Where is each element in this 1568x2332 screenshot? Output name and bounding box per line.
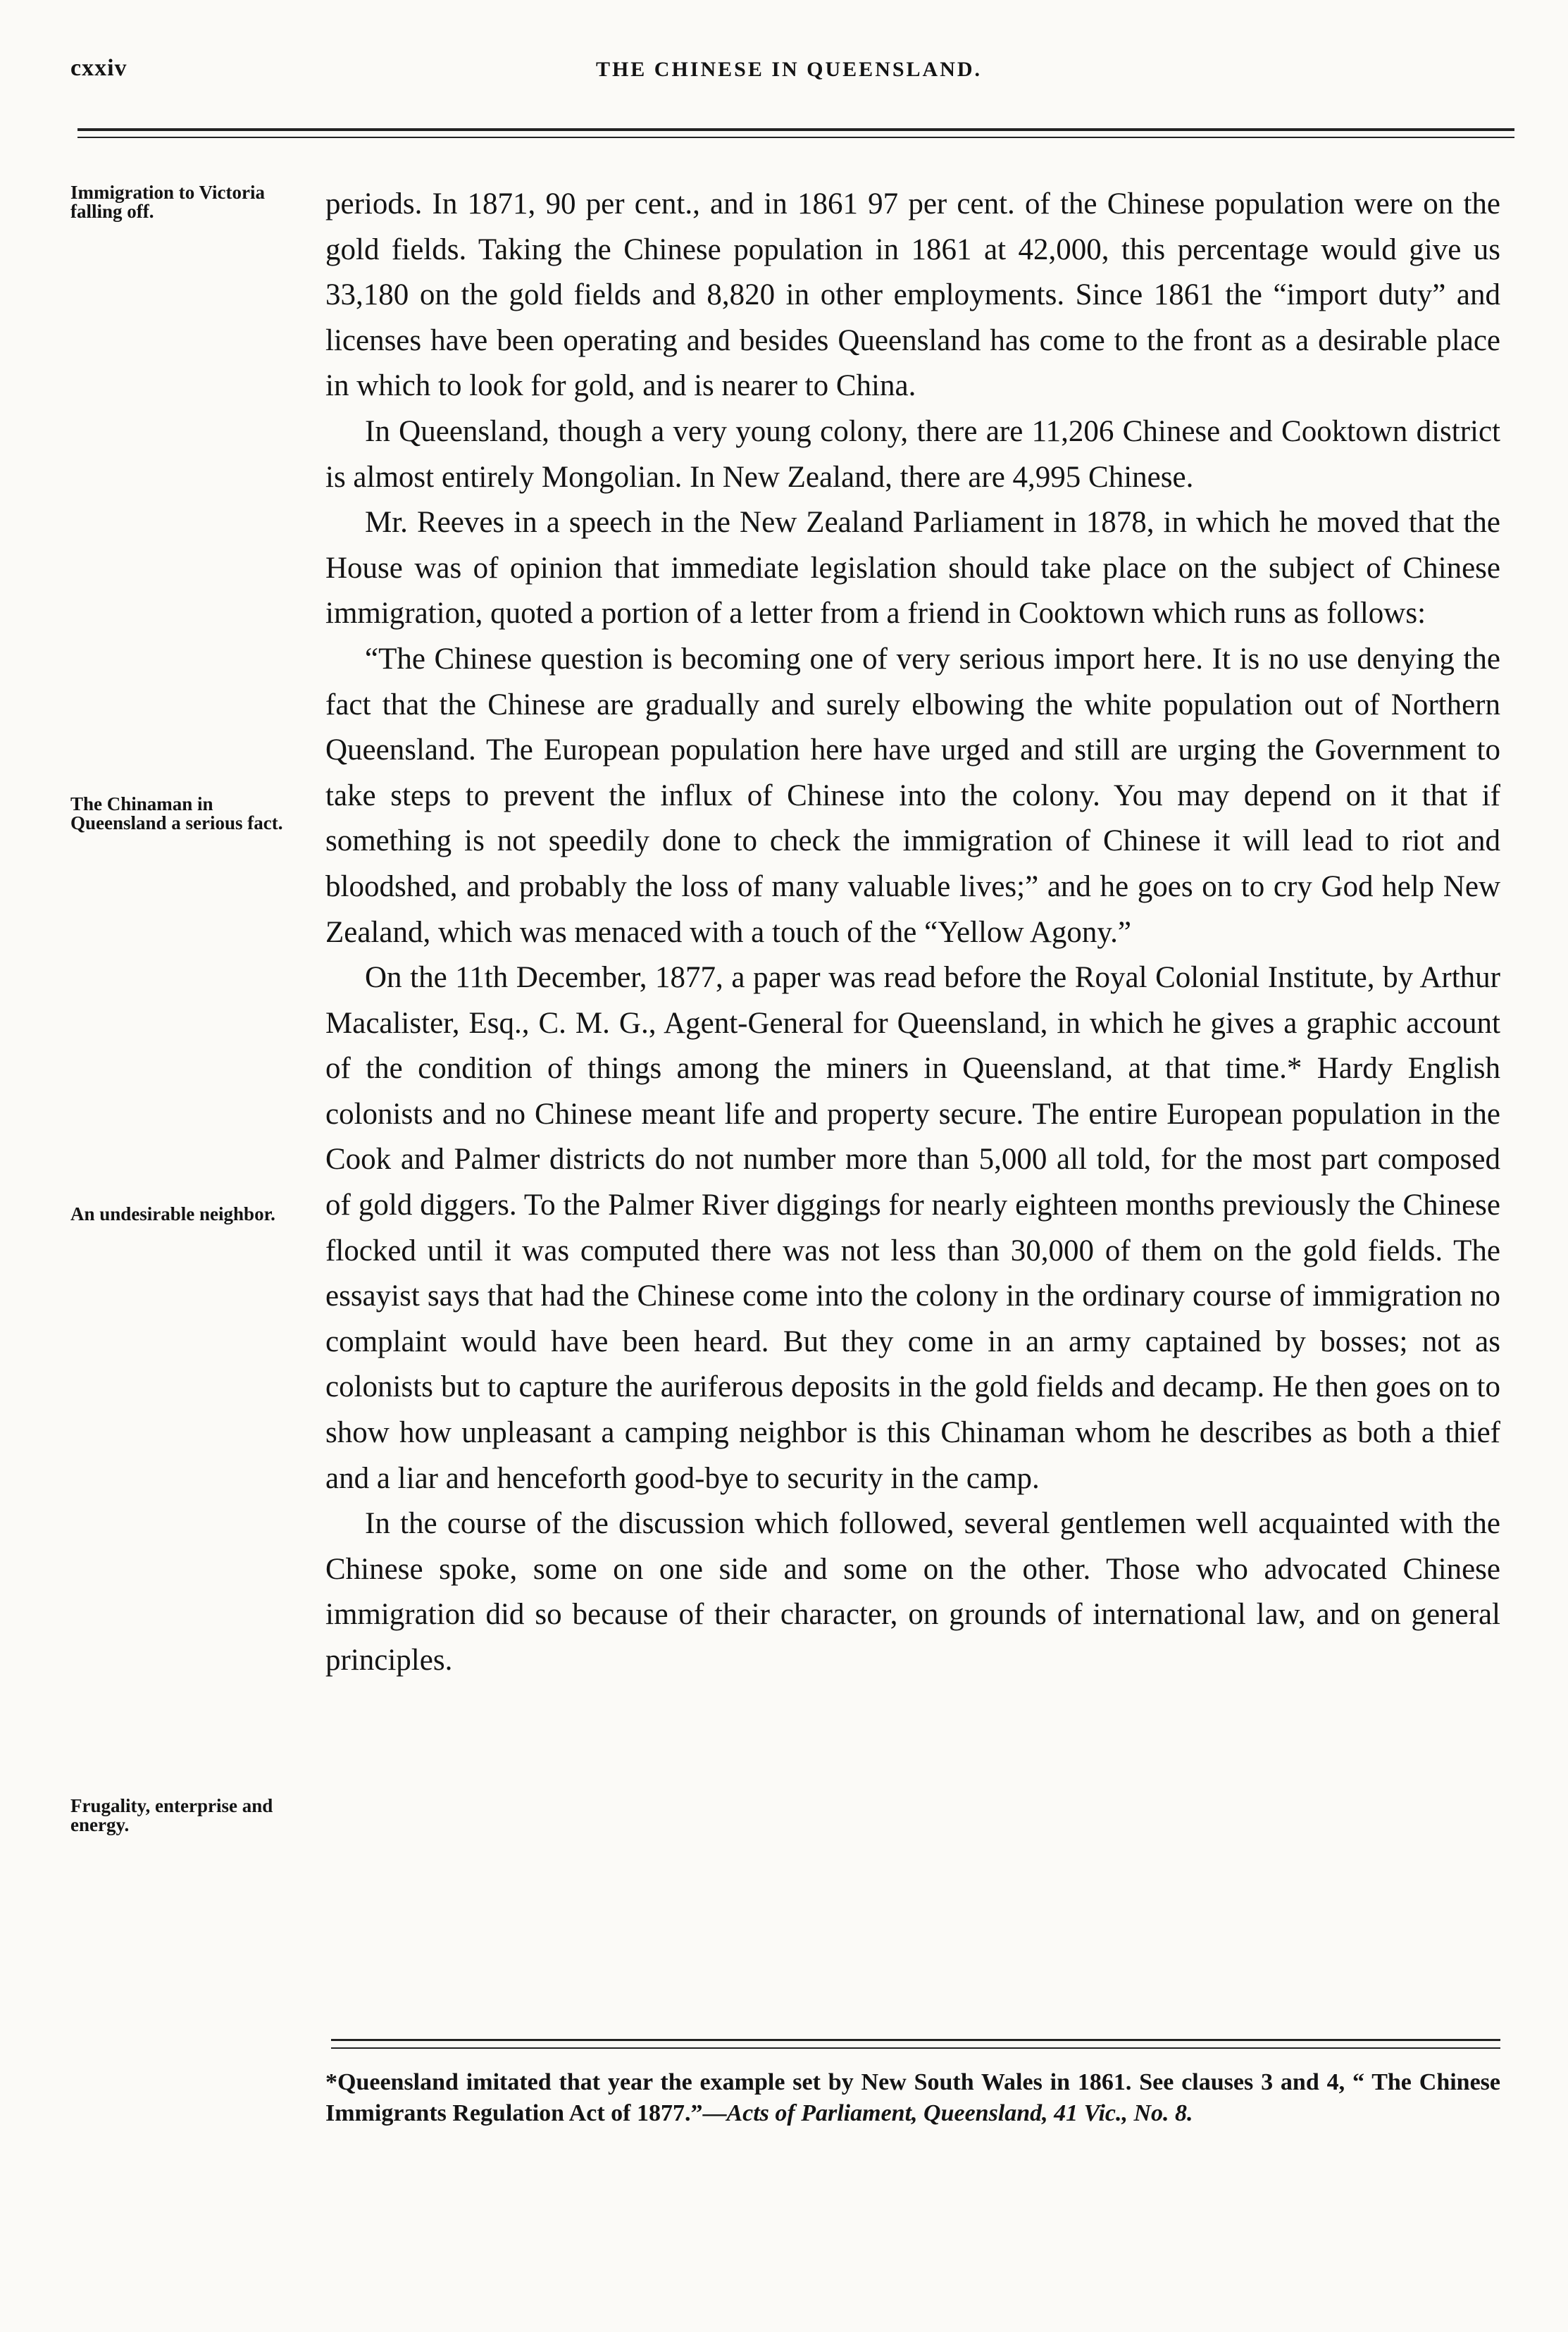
- paragraph-3: Mr. Reeves in a speech in the New Zealand Parliament in 1878, in which he moved that the House was of opinion that immediate legislation should take place on the subject of Chinese immigration, quoted a portion of a letter from a friend in Cooktown which runs as follows:: [325, 506, 1500, 631]
- main-text: [325, 182, 1500, 1684]
- page-header: [70, 55, 1507, 97]
- footnote-rule-top: [331, 2039, 1500, 2041]
- paragraph-4: “The Chinese question is becoming one of very serious import here. It is no use denying the fact that the Chinese are gradually and surely elbowing the white population out of Northern Queensland. The European population here have urged and still are urging the Government to take steps to prevent the influx of Chinese into the colony. You may depend on it that if something is not speedily done to check the immigration of Chinese it will lead to riot and bloodshed, and probably the loss of many valuable lives;” and he goes on to cry God help New Zealand, which was menaced with a touch of the “Yellow Agony.”: [325, 642, 1500, 949]
- paragraph-5: On the 11th December, 1877, a paper was read before the Royal Colonial Institute, by Arthur Macalister, Esq., C. M. G., Agent-General for Queensland, in which he gives a graphic account of the condition of things among the miners in Queensland, at that time.* Hardy English colonists and no Chinese meant life and property secure. The entire European population in the Cook and Palmer districts do not number more than 5,000 all told, for the most part composed of gold diggers. To the Palmer River diggings for nearly eighteen months previously the Chinese flocked until it was computed there was not less than 30,000 of them on the gold fields. The essayist says that had the Chinese come into the colony in the ordinary course of immigration no complaint would have been heard. But they come in an army captained by bosses; not as colonists but to capture the auriferous deposits in the gold fields and decamp. He then goes on to show how unpleasant a camping neighbor is this Chinaman whom he describes as both a thief and a liar and henceforth good-bye to security in the camp.: [325, 961, 1500, 1495]
- margin-note-frugality: Frugality, enterprise and energy.: [70, 1795, 273, 1835]
- footnote-rule-bottom: [331, 2047, 1500, 2049]
- paragraph-1: periods. In 1871, 90 per cent., and in 1861 97 per cent. of the Chinese population were on the gold fields. Taking the Chinese population in 1861 at 42,000, this percentage would give us 33,180 on the gold fields and 8,820 in other employments. Since 1861 the “import duty” and licenses have been operating and besides Queensland has come to the front as a desirable place in which to look for gold, and is nearer to China.: [325, 187, 1500, 403]
- header-rule-thin: [77, 137, 1514, 138]
- header-rule-thick: [77, 128, 1514, 131]
- paragraph-6: In the course of the discussion which followed, several gentlemen well acquainted with the Chinese spoke, some on one side and some on the other. Those who advocated Chinese immigration did so because of their character, on grounds of international law, and on general principles.: [325, 1507, 1500, 1677]
- footnote: [325, 2067, 1500, 2129]
- running-title: THE CHINESE IN QUEENSLAND.: [595, 58, 983, 81]
- margin-note-neighbor: An undesirable neighbor.: [70, 1203, 275, 1224]
- margin-note-chinaman: The Chinaman in Queensland a serious fact.: [70, 793, 283, 833]
- footnote-text: *Queensland imitated that year the example set by New South Wales in 1861. See clauses 3 and 4, “ The Chinese Immigrants Regulation Act of 1877.”—: [325, 2069, 1500, 2126]
- margin-note-immigration: Immigration to Victoria falling off.: [70, 182, 265, 222]
- paragraph-2: In Queensland, though a very young colony, there are 11,206 Chinese and Cooktown district is almost entirely Mongolian. In New Zealand, there are 4,995 Chinese.: [325, 414, 1500, 494]
- page-number: cxxiv: [70, 55, 127, 81]
- footnote-citation: Acts of Parliament, Queensland, 41 Vic., No. 8.: [726, 2100, 1193, 2126]
